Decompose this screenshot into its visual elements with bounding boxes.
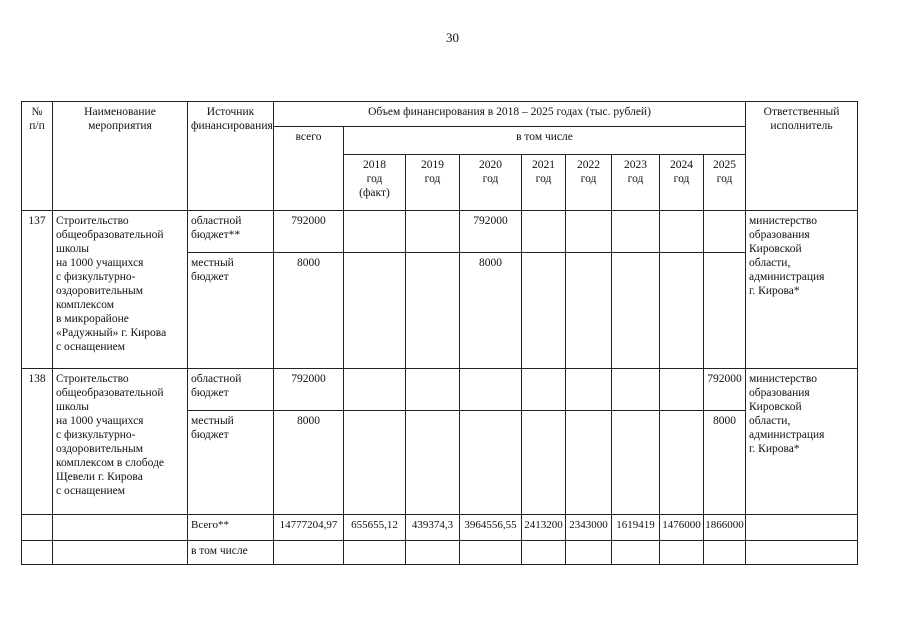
row-number: 137 xyxy=(22,211,53,369)
funding-year-value xyxy=(566,369,612,411)
header-year: 2025 год xyxy=(704,155,746,211)
funding-year-value: 792000 xyxy=(704,369,746,411)
funding-year-value xyxy=(704,211,746,253)
funding-year-value xyxy=(704,253,746,369)
funding-source: областной бюджет xyxy=(188,369,274,411)
funding-year-value xyxy=(406,253,460,369)
funding-year-value xyxy=(460,369,522,411)
totals-year-value: 2343000 xyxy=(566,515,612,541)
funding-year-value xyxy=(344,411,406,515)
table-row xyxy=(22,369,858,411)
empty-cell xyxy=(344,541,406,565)
totals-year-value: 2413200 xyxy=(522,515,566,541)
funding-year-value xyxy=(660,411,704,515)
funding-year-value xyxy=(566,411,612,515)
empty-cell xyxy=(746,541,858,565)
funding-source: областной бюджет** xyxy=(188,211,274,253)
funding-year-value: 8000 xyxy=(460,253,522,369)
funding-year-value xyxy=(344,369,406,411)
header-responsible: Ответственный исполнитель xyxy=(746,102,858,211)
header-year: 2018 год (факт) xyxy=(344,155,406,211)
empty-cell xyxy=(746,515,858,541)
empty-cell xyxy=(566,541,612,565)
funding-year-value xyxy=(660,253,704,369)
empty-cell xyxy=(22,515,53,541)
funding-year-value xyxy=(522,253,566,369)
funding-year-value xyxy=(660,369,704,411)
funding-total: 792000 xyxy=(274,211,344,253)
header-total: всего xyxy=(274,127,344,211)
responsible-executor: министерство образования Кировской области, администрация г. Кирова* xyxy=(746,211,858,369)
empty-cell xyxy=(406,541,460,565)
header-year: 2019 год xyxy=(406,155,460,211)
funding-year-value xyxy=(566,211,612,253)
empty-cell xyxy=(460,541,522,565)
totals-total: 14777204,97 xyxy=(274,515,344,541)
header-volume: Объем финансирования в 2018 – 2025 годах (тыс. рублей) xyxy=(274,102,746,127)
header-year: 2024 год xyxy=(660,155,704,211)
funding-year-value xyxy=(460,411,522,515)
header-source: Источник финансирования xyxy=(188,102,274,211)
including-row xyxy=(22,541,858,565)
empty-cell xyxy=(22,541,53,565)
funding-year-value xyxy=(522,369,566,411)
funding-year-value xyxy=(344,211,406,253)
totals-year-value: 439374,3 xyxy=(406,515,460,541)
funding-year-value xyxy=(406,211,460,253)
header-year: 2021 год xyxy=(522,155,566,211)
funding-year-value xyxy=(660,211,704,253)
totals-label: Всего** xyxy=(188,515,274,541)
empty-cell xyxy=(53,541,188,565)
including-label: в том числе xyxy=(188,541,274,565)
funding-year-value: 792000 xyxy=(460,211,522,253)
header-num: № п/п xyxy=(22,102,53,211)
totals-year-value: 1866000 xyxy=(704,515,746,541)
funding-year-value xyxy=(566,253,612,369)
funding-year-value xyxy=(612,211,660,253)
funding-year-value xyxy=(344,253,406,369)
funding-year-value xyxy=(612,253,660,369)
funding-year-value xyxy=(522,411,566,515)
header-row-1 xyxy=(22,102,858,127)
financing-table xyxy=(21,101,858,565)
funding-year-value xyxy=(406,369,460,411)
page-number: 30 xyxy=(446,30,459,45)
activity-name: Строительство общеобразовательной школы на 1000 учащихся с физкультурно- оздоровительным комплексом в микрорайоне «Радужный» г. Кирова с оснащением xyxy=(53,211,188,369)
funding-source: местный бюджет xyxy=(188,411,274,515)
totals-year-value: 1619419 xyxy=(612,515,660,541)
funding-source: местный бюджет xyxy=(188,253,274,369)
table-body xyxy=(22,102,858,565)
activity-name: Строительство общеобразовательной школы на 1000 учащихся с физкультурно- оздоровительным комплексом в слободе Щевели г. Кирова с оснащением xyxy=(53,369,188,515)
responsible-executor: министерство образования Кировской области, администрация г. Кирова* xyxy=(746,369,858,515)
empty-cell xyxy=(612,541,660,565)
totals-row xyxy=(22,515,858,541)
empty-cell xyxy=(704,541,746,565)
header-year: 2022 год xyxy=(566,155,612,211)
empty-cell xyxy=(274,541,344,565)
header-year: 2020 год xyxy=(460,155,522,211)
funding-year-value: 8000 xyxy=(704,411,746,515)
totals-year-value: 1476000 xyxy=(660,515,704,541)
header-including: в том числе xyxy=(344,127,746,155)
totals-year-value: 3964556,55 xyxy=(460,515,522,541)
header-year: 2023 год xyxy=(612,155,660,211)
funding-total: 792000 xyxy=(274,369,344,411)
funding-total: 8000 xyxy=(274,253,344,369)
funding-year-value xyxy=(406,411,460,515)
funding-year-value xyxy=(612,369,660,411)
row-number: 138 xyxy=(22,369,53,515)
header-name: Наименование мероприятия xyxy=(53,102,188,211)
totals-year-value: 655655,12 xyxy=(344,515,406,541)
funding-year-value xyxy=(522,211,566,253)
table-row xyxy=(22,211,858,253)
funding-total: 8000 xyxy=(274,411,344,515)
empty-cell xyxy=(660,541,704,565)
empty-cell xyxy=(522,541,566,565)
funding-year-value xyxy=(612,411,660,515)
empty-cell xyxy=(53,515,188,541)
